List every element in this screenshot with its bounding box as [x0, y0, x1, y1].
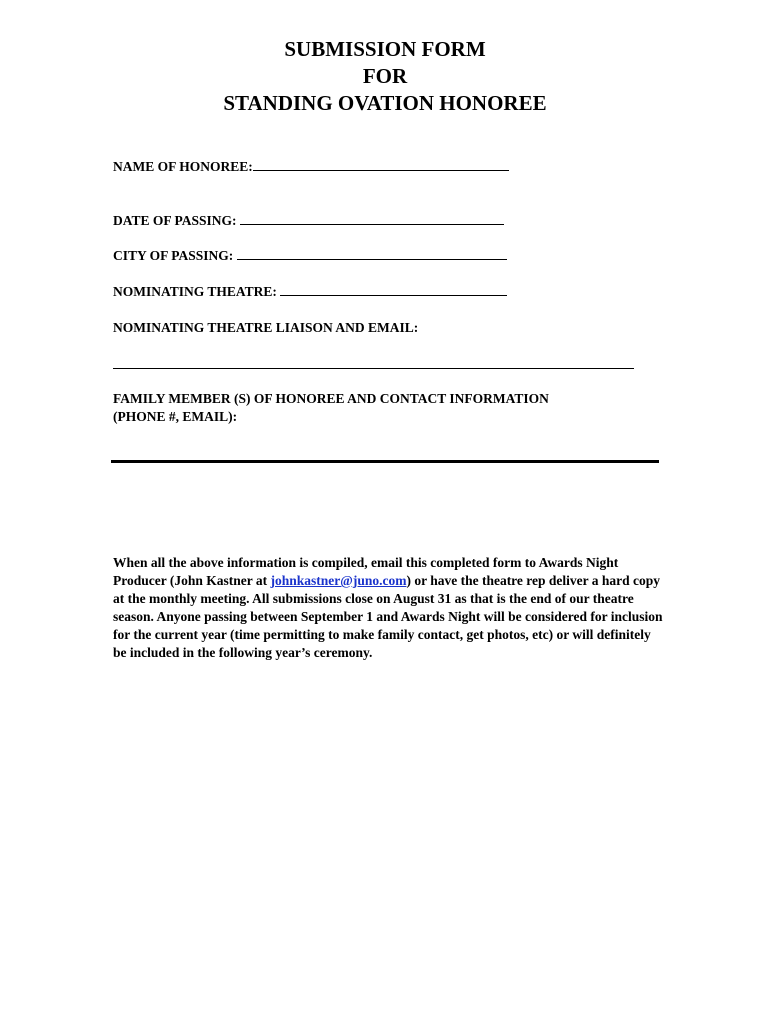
nominating-theatre-liaison-field [113, 319, 418, 337]
instructions-part-1: When all the above information is compiled, email this completed form to Awards Night Producer (John Kastner at [113, 555, 619, 588]
date-of-passing-field [113, 212, 504, 230]
name-of-honoree-field [113, 158, 509, 176]
title-line-3: STANDING OVATION HONOREE [223, 91, 547, 115]
producer-email-link[interactable]: johnkastner@juno.com [270, 573, 407, 588]
liaison-blank-line[interactable] [113, 368, 634, 369]
nominating-theatre-liaison-label: NOMINATING THEATRE LIAISON AND EMAIL: [113, 320, 419, 335]
nominating-theatre-blank[interactable] [280, 283, 507, 296]
date-of-passing-label: DATE OF PASSING: [113, 213, 240, 228]
family-member-blank-line[interactable] [111, 460, 659, 463]
form-title [0, 36, 770, 117]
nominating-theatre-label: NOMINATING THEATRE: [113, 284, 281, 299]
date-of-passing-blank[interactable] [240, 212, 504, 225]
city-of-passing-label: CITY OF PASSING: [113, 248, 237, 263]
name-of-honoree-blank[interactable] [253, 158, 509, 171]
city-of-passing-field [113, 247, 507, 265]
title-line-2: FOR [362, 64, 408, 88]
nominating-theatre-field [113, 283, 507, 301]
family-member-field [113, 390, 673, 426]
title-line-1: SUBMISSION FORM [284, 37, 486, 61]
name-of-honoree-label: NAME OF HONOREE: [113, 159, 253, 174]
submission-instructions [113, 554, 663, 662]
family-member-label-line-2: (PHONE #, EMAIL): [113, 409, 238, 424]
city-of-passing-blank[interactable] [237, 247, 507, 260]
family-member-label-line-1: FAMILY MEMBER (S) OF HONOREE AND CONTACT INFORMATION [113, 391, 549, 406]
instructions-part-2: ) or have the theatre rep deliver a hard copy at the monthly meeting. All submissions close on August 31 as that is the end of our theatre season. Anyone passing between September 1 and Awards Night will be considered for inclusion for the current year (time permitting to make family contact, get photos, etc) or will definitely be included in the following year’s ceremony. [113, 573, 663, 660]
